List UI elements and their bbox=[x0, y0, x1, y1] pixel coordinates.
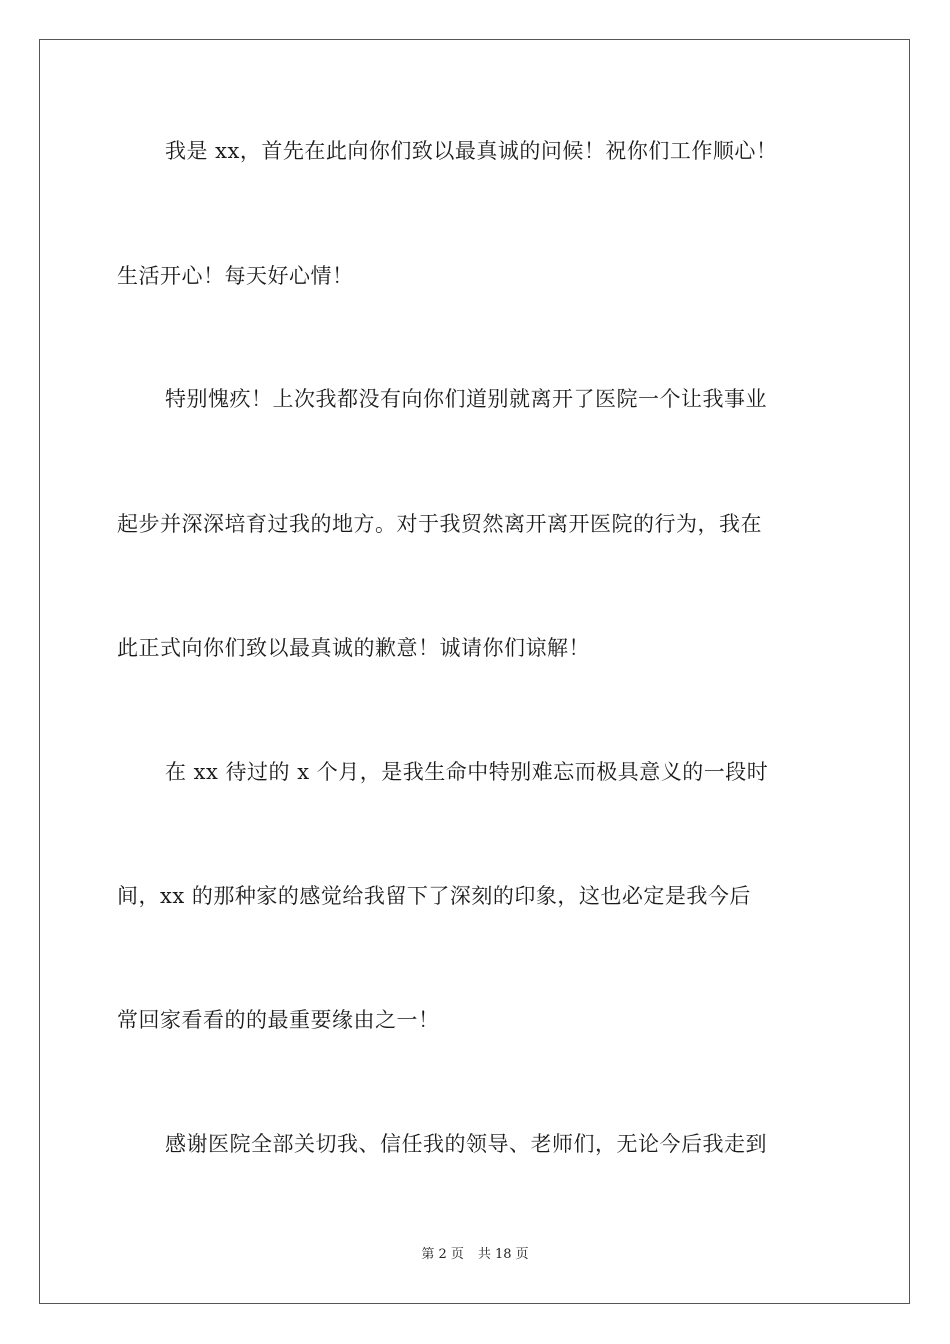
page-frame bbox=[39, 39, 910, 1304]
text-line-5: 此正式向你们致以最真诚的歉意！诚请你们谅解！ bbox=[117, 636, 590, 660]
page-total: 共 18 页 bbox=[477, 1247, 529, 1262]
page-number: 第 2 页 bbox=[421, 1247, 464, 1262]
page-footer bbox=[0, 1246, 950, 1264]
text-line-2: 生活开心！每天好心情！ bbox=[117, 264, 354, 288]
text-line-8: 常回家看看的的最重要缘由之一！ bbox=[117, 1008, 440, 1032]
text-line-6: 在 xx 待过的 x 个月，是我生命中特别难忘而极具意义的一段时 bbox=[165, 760, 769, 784]
text-line-1: 我是 xx，首先在此向你们致以最真诚的问候！祝你们工作顺心！ bbox=[165, 139, 778, 163]
text-line-7: 间，xx 的那种家的感觉给我留下了深刻的印象，这也必定是我今后 bbox=[117, 884, 751, 908]
text-line-9: 感谢医院全部关切我、信任我的领导、老师们，无论今后我走到 bbox=[165, 1132, 767, 1156]
text-line-4: 起步并深深培育过我的地方。对于我贸然离开离开医院的行为，我在 bbox=[117, 512, 762, 536]
text-line-3: 特别愧疚！上次我都没有向你们道别就离开了医院一个让我事业 bbox=[165, 387, 767, 411]
